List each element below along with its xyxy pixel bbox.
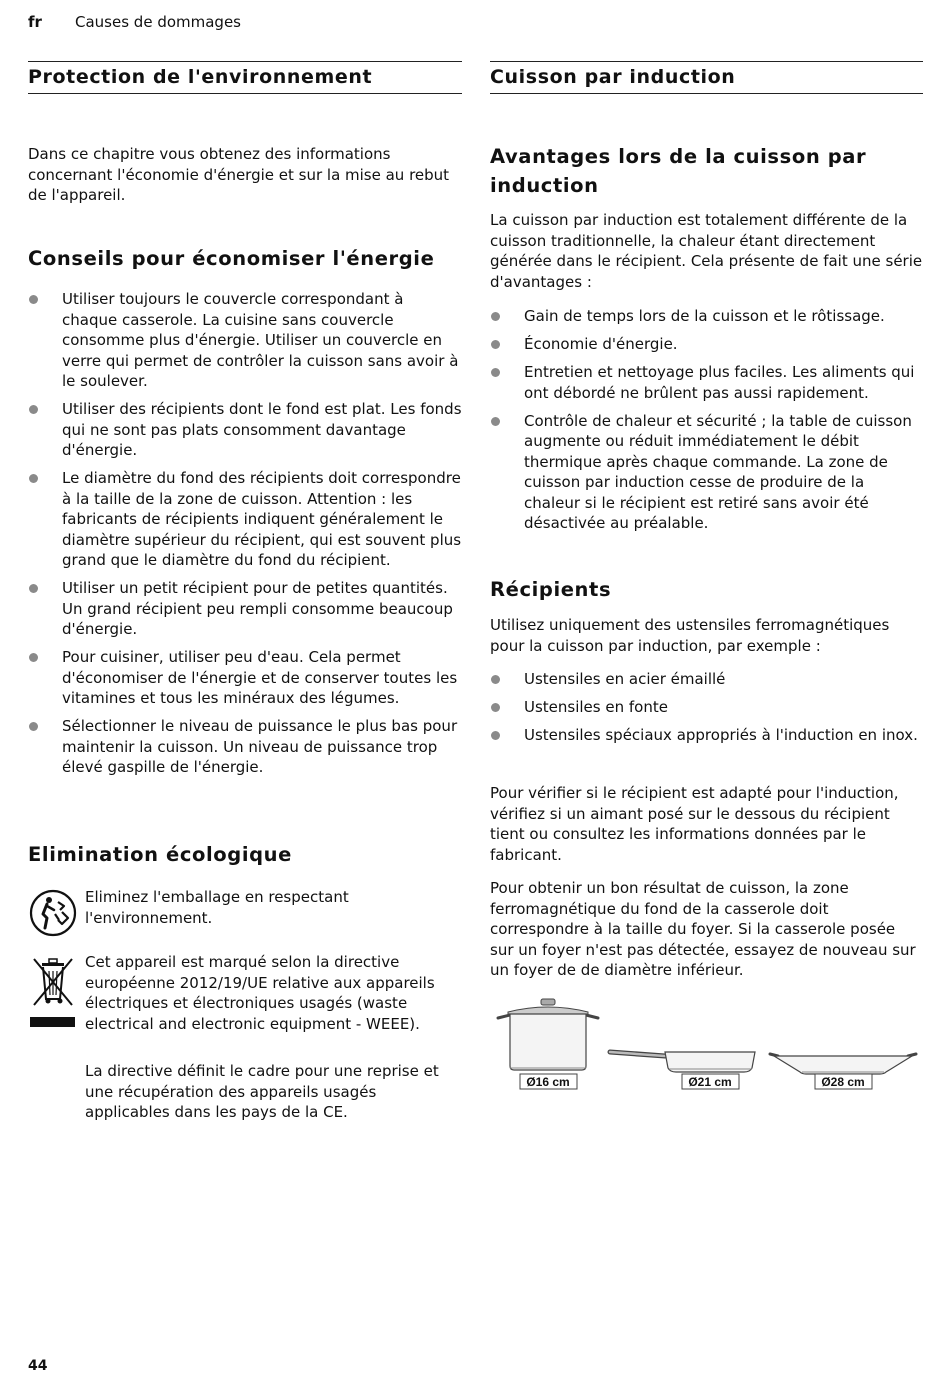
pan-sizes-illustration xyxy=(490,994,920,1094)
pan-size-label: Ø28 cm xyxy=(821,1075,865,1089)
bullet-icon xyxy=(491,417,500,426)
advantages-intro: La cuisson par induction est totalement différente de la cuisson traditionnelle, la chaleur étant directement générée dans le récipient. Cela présente de fait une série d'avantages : xyxy=(490,211,923,291)
containers-heading: Récipients xyxy=(490,578,612,601)
list-item-text: Utiliser toujours le couvercle correspondant à chaque casserole. La cuisine sans couvercle consomme plus d'énergie. Utiliser un couvercle en verre qui permet de contrôler la cuisson sans avoir à le soulever. xyxy=(62,290,459,390)
magnet-test-text: Pour vérifier si le récipient est adapté pour l'induction, vérifiez si un aimant posé sur le dessous du récipient tient ou consultez les informations données par le fabricant. xyxy=(490,784,899,864)
list-item-text: Économie d'énergie. xyxy=(524,335,678,353)
pot-icon xyxy=(498,999,598,1070)
list-item-text: Utiliser des récipients dont le fond est plat. Les fonds qui ne sont pas plats consomment davantage d'énergie. xyxy=(62,400,462,459)
bullet-icon xyxy=(29,474,38,483)
list-item xyxy=(28,716,462,778)
cooking-result-text: Pour obtenir un bon résultat de cuisson, la zone ferromagnétique du fond de la casserole doit correspondre à la taille du foyer. Si la casserole posée sur un foyer n'est pas détectée, essayez de nouveau sur un foyer de de diamètre inférieur. xyxy=(490,879,916,979)
bullet-icon xyxy=(29,584,38,593)
bullet-icon xyxy=(491,731,500,740)
label-28 xyxy=(815,1074,872,1089)
advantages-list xyxy=(490,306,923,541)
pan-size-label: Ø21 cm xyxy=(688,1075,732,1089)
list-item-text: Contrôle de chaleur et sécurité ; la table de cuisson augmente ou réduit immédiatement le débit thermique après chaque commande. La zone de cuisson par induction cesse de produire de la chaleur si le récipient est retiré sans avoir été désactivée au préalable. xyxy=(524,411,912,532)
packaging-disposal-text: Eliminez l'emballage en respectant l'environnement. xyxy=(85,888,349,927)
list-item xyxy=(490,411,923,534)
disposal-heading: Elimination écologique xyxy=(28,843,292,866)
bullet-icon xyxy=(29,722,38,731)
paella-pan-icon xyxy=(770,1054,916,1074)
bullet-icon xyxy=(491,312,500,321)
list-item-text: Pour cuisiner, utiliser peu d'eau. Cela permet d'économiser de l'énergie et de conserver toutes les vitamines et tous les minéraux des légumes. xyxy=(62,648,458,707)
bullet-icon xyxy=(29,405,38,414)
containers-list xyxy=(490,669,923,753)
list-item-text: Entretien et nettoyage plus faciles. Les aliments qui ont débordé ne brûlent pas aussi rapidement. xyxy=(524,363,915,402)
bullet-icon xyxy=(29,295,38,304)
list-item xyxy=(490,725,923,746)
pan-size-label: Ø16 cm xyxy=(526,1075,570,1089)
page-number: 44 xyxy=(28,1358,48,1373)
list-item-text: Sélectionner le niveau de puissance le plus bas pour maintenir la cuisson. Un niveau de puissance trop élevé gaspille de l'énergie. xyxy=(62,717,458,776)
list-item-text: Le diamètre du fond des récipients doit correspondre à la taille de la zone de cuisson. Attention : les fabricants de récipients indiquent généralement le diamètre supérieur du récipient, qui est souvent plus grand que le diamètre du fond du récipient. xyxy=(62,469,462,569)
bullet-icon xyxy=(491,340,500,349)
bullet-icon xyxy=(491,675,500,684)
containers-intro: Utilisez uniquement des ustensiles ferromagnétiques pour la cuisson par induction, par exemple : xyxy=(490,616,890,655)
label-21 xyxy=(682,1074,739,1089)
list-item xyxy=(490,334,923,355)
list-item xyxy=(28,647,462,709)
weee-text: Cet appareil est marqué selon la directive européenne 2012/19/UE relative aux appareils électriques et électroniques usagés (waste electrical and electronic equipment - WEEE). xyxy=(85,953,435,1033)
bullet-icon xyxy=(29,653,38,662)
list-item-text: Utiliser un petit récipient pour de petites quantités. Un grand récipient peu rempli consomme beaucoup d'énergie. xyxy=(62,579,453,638)
bullet-icon xyxy=(491,703,500,712)
list-item xyxy=(28,289,462,392)
label-16 xyxy=(520,1074,577,1089)
directive-text: La directive définit le cadre pour une reprise et une récupération des appareils usagés applicables dans les pays de la CE. xyxy=(85,1062,439,1121)
bullet-icon xyxy=(491,368,500,377)
language-code: fr xyxy=(28,13,42,31)
weee-bin-icon xyxy=(28,955,78,1030)
list-item-text: Gain de temps lors de la cuisson et le rôtissage. xyxy=(524,307,885,325)
list-item xyxy=(490,669,923,690)
frying-pan-icon xyxy=(610,1052,755,1072)
section-title-induction: Cuisson par induction xyxy=(490,61,923,94)
list-item xyxy=(490,306,923,327)
list-item xyxy=(28,399,462,461)
list-item xyxy=(28,468,462,571)
list-item-text: Ustensiles spéciaux appropriés à l'induction en inox. xyxy=(524,726,918,744)
list-item xyxy=(490,362,923,403)
environment-intro: Dans ce chapitre vous obtenez des informations concernant l'économie d'énergie et sur la mise au rebut de l'appareil. xyxy=(28,145,450,204)
energy-heading: Conseils pour économiser l'énergie xyxy=(28,247,435,270)
recycle-packaging-icon xyxy=(28,888,78,938)
running-header-title: Causes de dommages xyxy=(75,13,241,31)
list-item-text: Ustensiles en fonte xyxy=(524,698,668,716)
energy-tips-list xyxy=(28,289,462,785)
section-title-environment: Protection de l'environnement xyxy=(28,61,462,94)
advantages-heading: Avantages lors de la cuisson par induction xyxy=(490,145,867,197)
list-item-text: Ustensiles en acier émaillé xyxy=(524,670,726,688)
list-item xyxy=(490,697,923,718)
list-item xyxy=(28,578,462,640)
